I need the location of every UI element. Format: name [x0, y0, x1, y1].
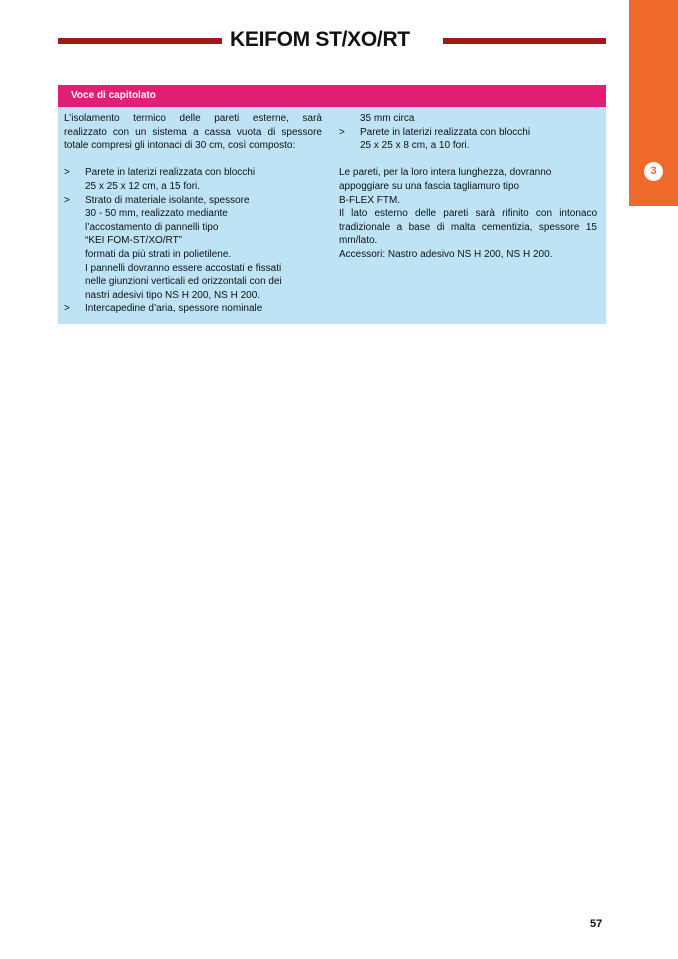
paragraph-line: Accessori: Nastro adesivo NS H 200, NS H 200. — [339, 248, 553, 260]
continuation-line: 35 mm circa — [360, 113, 415, 124]
paragraph-line: B-FLEX FTM. — [339, 194, 401, 206]
list-item — [339, 126, 597, 153]
list-item-line: I pannelli dovranno essere accostati e fissati — [85, 262, 282, 274]
page-title: KEIFOM ST/XO/RT — [230, 28, 410, 51]
list-item-line: Parete in laterizi realizzata con blocchi — [85, 167, 256, 179]
paragraph-line: appoggiare su una fascia tagliamuro tipo — [339, 180, 520, 192]
list-item — [64, 194, 322, 303]
list-item-line: 30 - 50 mm, realizzato mediante — [85, 208, 228, 220]
bullet-marker: > — [64, 194, 70, 206]
intro-line: L’isolamento termico delle pareti esterne, sarà — [64, 113, 322, 124]
list-item-line: Intercapedine d’aria, spessore nominale — [85, 303, 263, 315]
list-item-line: l’accostamento di pannelli tipo — [85, 221, 219, 233]
list-item-line: nastri adesivi tipo NS H 200, NS H 200. — [85, 289, 261, 301]
page-header — [58, 26, 606, 56]
intro-line: totale compresi gli intonaci di 30 cm, così composto: — [64, 140, 296, 152]
paragraph-line: Le pareti, per la loro intera lunghezza, dovranno — [339, 167, 552, 179]
spec-left-column — [64, 112, 322, 316]
spec-right-column — [339, 112, 597, 262]
list-item-line: “KEI FOM-ST/XO/RT” — [85, 235, 183, 247]
list-item-line: 25 x 25 x 12 cm, a 15 fori. — [85, 180, 201, 192]
paragraph-line: Il lato esterno delle pareti sarà rifinito con intonaco — [339, 208, 597, 220]
spec-box — [58, 85, 606, 324]
list-item-line: 25 x 25 x 8 cm, a 10 fori. — [360, 140, 470, 152]
list-item-line: nelle giunzioni verticali ed orizzontali con dei — [85, 276, 282, 288]
list-item — [64, 166, 322, 193]
page-number: 57 — [590, 918, 603, 930]
title-rule-left — [58, 38, 222, 44]
chapter-number-badge: 3 — [644, 162, 663, 181]
paragraph-line: mm/lato. — [339, 235, 378, 247]
list-item-line: formati da più strati in polietilene. — [85, 248, 232, 260]
bullet-marker: > — [64, 303, 70, 315]
list-item-line: Strato di materiale isolante, spessore — [85, 194, 250, 206]
spec-heading: Voce di capitolato — [58, 85, 606, 107]
list-item — [64, 302, 322, 316]
intro-line: realizzato con un sistema a cassa vuota di spessore — [64, 126, 322, 138]
paragraph-line: tradizionale a base di malta cementizia, spessore 15 — [339, 221, 597, 233]
bullet-marker: > — [64, 167, 70, 179]
title-rule-right — [443, 38, 606, 44]
bullet-marker: > — [339, 126, 345, 138]
list-item-line: Parete in laterizi realizzata con blocchi — [360, 126, 531, 138]
chapter-side-tab — [629, 0, 678, 206]
